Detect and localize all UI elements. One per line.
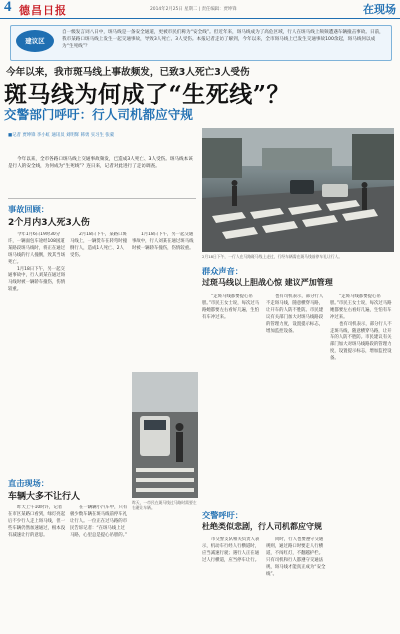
zebra-crossing-photo xyxy=(202,128,394,252)
bottom-photo-caption: 昨天，一市民在斑马线过马路时需要左右避让车辆。 xyxy=(132,500,197,510)
voices-paragraph: “走斑马线都要提心吊胆。”市民王女士说，每次过马路她都要左右看好几遍，生怕有车冲过来。 xyxy=(202,294,260,320)
status-paragraph: 今年1月6日19时30分许，一辆面包车途经108国道某路段斑马线时，将正在通过斑马线的行人撞倒，致其当场死亡。 xyxy=(8,232,66,265)
newspaper-logo: 德昌日报 xyxy=(19,4,67,17)
page-number: 4 xyxy=(4,0,12,15)
voices-paragraph: “走斑马线都要提心吊胆。”市民王女士说，每次过马路她都要左右看好几遍，生怕有车冲过来。 xyxy=(330,294,392,320)
scene-paragraph: 在一辆辆小汽车中，只有极少数车辆在斑马线前停车礼让行人。一位正在过马路的市民告诉记者：“在斑马线上过马路，心里总是提心吊胆的。” xyxy=(70,505,128,538)
status-section-sub: 2个月内3人死3人伤 xyxy=(8,218,90,228)
police-section-head: 交警呼吁： xyxy=(202,510,243,520)
divider xyxy=(8,198,196,199)
status-paragraph: 1月18日下午，另一起交通事故中，行人刘某在通过斑马线时被一辆轿车撞伤，伤情较重。 xyxy=(132,232,194,251)
status-paragraph: 1月18日下午，另一起交通事故中，行人刘某在通过斑马线时被一辆轿车撞伤，伤情较重。 xyxy=(8,266,66,293)
sub-headline: 交警部门呼吁：行人司机都应守规 xyxy=(4,107,193,122)
status-paragraph: 2月18日下午，某路口斑马线上，一辆货车在转弯时撞倒行人，造成1人死亡、2人受伤。 xyxy=(70,232,128,258)
status-article-col-3 xyxy=(132,232,196,364)
status-section-head: 事故回顾： xyxy=(8,204,49,214)
police-article-col-1 xyxy=(202,537,262,629)
voices-section-head: 群众声音： xyxy=(202,266,243,276)
street-scene-photo xyxy=(132,372,198,498)
scene-section-head: 直击现场： xyxy=(8,478,49,488)
voices-article-col-1 xyxy=(202,294,262,506)
section-title: 在现场 xyxy=(363,3,396,16)
headline-kicker: 今年以来，我市斑马线上事故频发，已致3人死亡3人受伤 xyxy=(6,67,250,78)
status-article-col-1 xyxy=(8,232,66,477)
police-paragraph: 同时，行人也要遵守交通规则，通过路口时要走人行横道，不闯红灯，不翻越护栏。只有司机和行人都遵守交通法规，斑马线才能真正成为“安全线”。 xyxy=(266,537,326,577)
voices-section-sub: 过斑马线以上胆战心惊 建议严加管理 xyxy=(202,278,333,287)
reporter-byline: ■记者 贾坤锋 李小虹 通讯员 刘明辉 韩勇 实习生 张蒙 xyxy=(8,133,115,138)
main-headline: 斑马线为何成了“生死线”？ xyxy=(4,81,290,108)
scene-paragraph: 昨天上午10时许，记者在市区某路口看到，绿灯亮起后不少行人走上斑马线，但一些车辆仍然加速通过，根本没有减速让行的意思。 xyxy=(8,505,66,538)
date-line: 2014年2月25日 星期二 | 责任编辑：贾坤锋 xyxy=(150,7,237,12)
voices-article-col-2 xyxy=(266,294,326,506)
voices-article-col-3 xyxy=(330,294,394,624)
scene-article-col-2 xyxy=(70,505,128,629)
police-article-col-2 xyxy=(266,537,326,629)
status-article-col-2 xyxy=(70,232,128,477)
scene-article-col-1 xyxy=(8,505,66,629)
scene-section-sub: 车辆大多不让行人 xyxy=(8,492,81,502)
voices-paragraph: 也有司机表示，部分行人不走斑马线，随意横穿马路，让开车的人防不胜防。市民建议有关部门加大对斑马线路段的管理力度，设置提示标志，增加监控设备。 xyxy=(330,321,392,362)
intro-badge: 建议区 xyxy=(16,30,54,52)
police-paragraph: 市交警支队相关负责人表示，机动车行经人行横道时，应当减速行驶；遇行人正在通过人行横道，应当停车让行。 xyxy=(202,537,260,563)
intro-text: 自一级发言词八日中，斑马线是一条安全通道，更被市民们称为“安全线”。但近年来，斑马线成为了高危区域，行人在斑马线上频频遭遇车辆撞击事故。日前，我市某路口斑马线上发生一起交通事故，导致3人死亡、3人受伤。本报记者走访了解到，今年以来，全市斑马线上已发生交通事故100余起，斑马线何以成为“生死线”？ xyxy=(62,30,384,50)
lead-paragraph: 今年以来，全市各路口斑马线上交通事故频发，已造成3人死亡、3人受伤。斑马线本该是行人的安全线，为何成为“生死线”？连日来，记者对此进行了走访调查。 xyxy=(8,157,193,169)
voices-paragraph: 也有司机表示，部分行人不走斑马线，随意横穿马路，让开车的人防不胜防。市民建议有关部门加大对斑马线路段的管理力度，设置提示标志，增加监控设备。 xyxy=(266,294,324,334)
top-photo-caption: 2月18日下午，一行人在马路斑马线上走过，行经车辆需在斑马线前停车礼让行人。 xyxy=(202,254,343,259)
police-section-sub: 杜绝类似悲剧，行人司机都应守规 xyxy=(202,522,322,531)
